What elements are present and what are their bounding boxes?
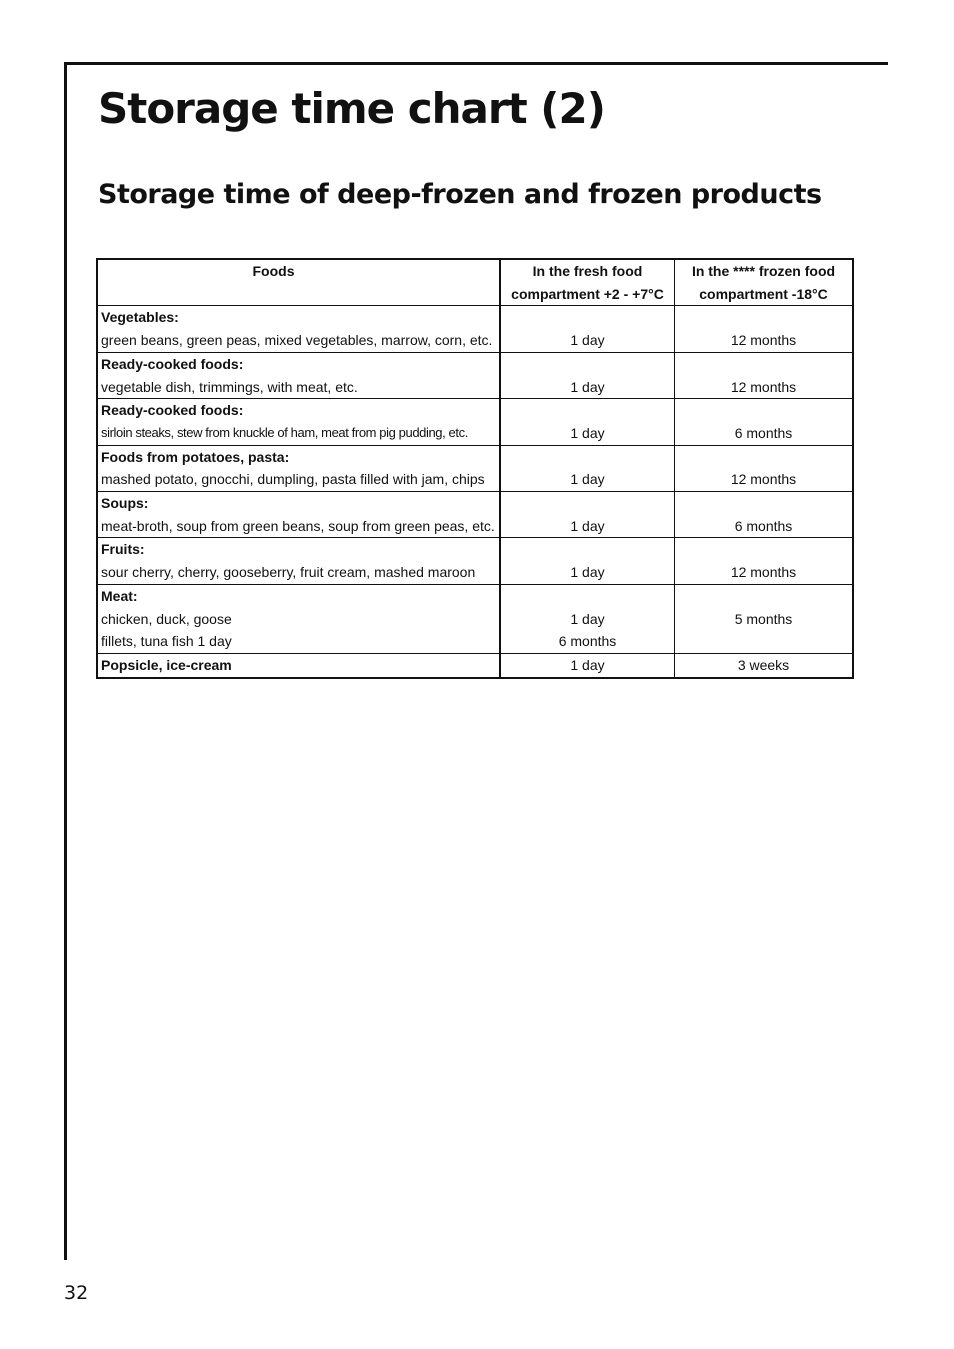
frozen-cell: [675, 306, 852, 351]
frozen-time: 12 months: [730, 564, 797, 581]
food-cell: [98, 306, 501, 351]
food-cell: [98, 399, 501, 444]
food-category: Ready-cooked foods:: [101, 355, 244, 372]
fresh-cell: [501, 654, 675, 677]
frame-top-rule: [64, 62, 888, 65]
table-header-row: [98, 260, 852, 306]
food-cell: [98, 654, 501, 677]
frozen-cell: [675, 446, 852, 491]
frozen-cell: [675, 538, 852, 583]
header-fresh-line1: In the fresh food: [532, 263, 643, 279]
page-number: 32: [64, 1282, 89, 1304]
frozen-cell: [675, 492, 852, 537]
header-fresh-line2: compartment +2 - +7°C: [511, 285, 664, 302]
food-category: Fruits:: [101, 541, 145, 558]
food-cell: [98, 538, 501, 583]
fresh-time: 6 months: [558, 633, 617, 650]
fresh-cell: [501, 585, 675, 653]
frozen-time: 5 months: [734, 610, 793, 627]
frozen-cell: [675, 399, 852, 444]
frozen-cell: [675, 353, 852, 398]
food-items: mashed potato, gnocchi, dumpling, pasta filled with jam, chips: [101, 471, 485, 488]
food-category: Vegetables:: [101, 309, 179, 326]
fresh-time: 1 day: [570, 517, 605, 534]
frozen-time: 12 months: [730, 332, 797, 349]
food-category: Popsicle, ice-cream: [101, 656, 232, 673]
header-fresh-compartment: [501, 260, 675, 305]
fresh-time: 1 day: [570, 564, 605, 581]
fresh-time: 1 day: [570, 610, 605, 627]
food-cell: [98, 446, 501, 491]
fresh-cell: [501, 538, 675, 583]
food-items: fillets, tuna fish 1 day: [101, 633, 232, 650]
page-subtitle: Storage time of deep-frozen and frozen products: [98, 179, 822, 210]
table-row: [98, 306, 852, 352]
header-foods: [98, 260, 501, 305]
food-items: vegetable dish, trimmings, with meat, etc.: [101, 378, 358, 395]
frozen-time: 12 months: [730, 378, 797, 395]
fresh-cell: [501, 306, 675, 351]
fresh-time: 1 day: [570, 471, 605, 488]
table-row: [98, 538, 852, 584]
frozen-cell: [675, 654, 852, 677]
fresh-time: 1 day: [570, 656, 605, 673]
food-cell: [98, 585, 501, 653]
food-items: meat-broth, soup from green beans, soup from green peas, etc.: [101, 517, 495, 534]
header-frozen-compartment: [675, 260, 852, 305]
food-items: sour cherry, cherry, gooseberry, fruit cream, mashed maroon: [101, 564, 476, 581]
table-row: [98, 399, 852, 445]
food-category: Soups:: [101, 495, 149, 512]
fresh-time: 1 day: [570, 332, 605, 349]
food-category: Foods from potatoes, pasta:: [101, 448, 290, 465]
frozen-time: 3 weeks: [737, 656, 790, 673]
fresh-time: 1 day: [570, 424, 605, 441]
food-category: Ready-cooked foods:: [101, 402, 244, 419]
page-title: Storage time chart (2): [98, 84, 605, 133]
header-frozen-line1: In the **** frozen food: [691, 263, 836, 279]
fresh-cell: [501, 353, 675, 398]
table-row-popsicle: [98, 654, 852, 677]
food-cell: [98, 353, 501, 398]
food-items: sirloin steaks, stew from knuckle of ham, meat from pig pudding, etc.: [101, 424, 468, 440]
header-foods-label: Foods: [252, 263, 295, 279]
food-items: chicken, duck, goose: [101, 610, 232, 627]
frozen-time: 6 months: [734, 517, 793, 534]
header-frozen-line2: compartment -18°C: [699, 285, 828, 302]
frozen-time: 12 months: [730, 471, 797, 488]
food-cell: [98, 492, 501, 537]
frozen-cell: [675, 585, 852, 653]
table-row: [98, 353, 852, 399]
table-row: [98, 446, 852, 492]
food-category: Meat:: [101, 587, 138, 604]
table-row: [98, 492, 852, 538]
fresh-cell: [501, 446, 675, 491]
storage-time-table: [96, 258, 854, 679]
table-row-meat: [98, 585, 852, 654]
fresh-time: 1 day: [570, 378, 605, 395]
fresh-cell: [501, 399, 675, 444]
fresh-cell: [501, 492, 675, 537]
frame-left-rule: [64, 62, 67, 1260]
food-items: green beans, green peas, mixed vegetables, marrow, corn, etc.: [101, 332, 493, 349]
frozen-time: 6 months: [734, 424, 793, 441]
